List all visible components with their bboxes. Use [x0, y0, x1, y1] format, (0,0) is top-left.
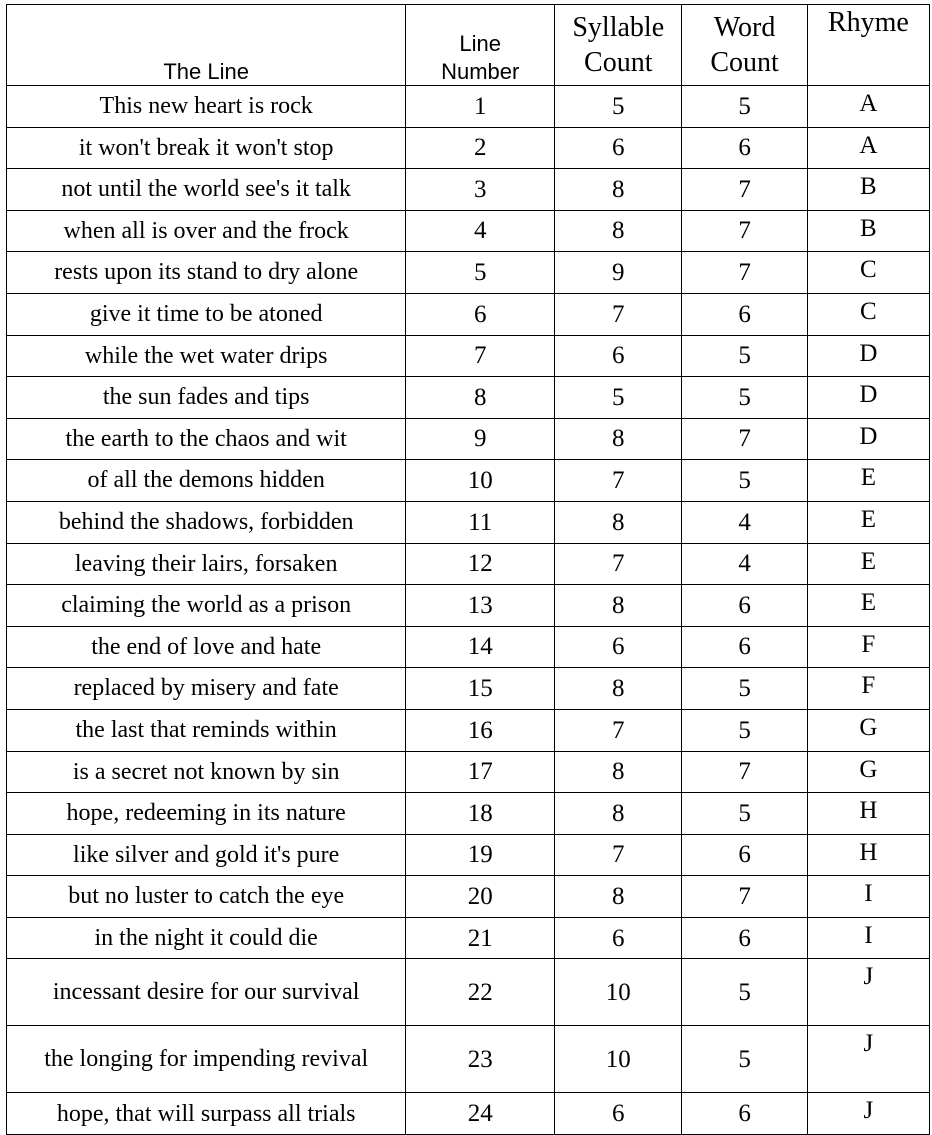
table-row [7, 460, 930, 502]
header-row [7, 5, 930, 86]
word-count-cell: 6 [682, 626, 807, 668]
word-count-cell: 7 [682, 876, 807, 918]
word-count-cell: 6 [682, 1093, 807, 1135]
header-line-number-1: Line [459, 31, 501, 56]
rhyme-cell: H [807, 834, 929, 876]
table-row [7, 501, 930, 543]
line-number-cell: 9 [406, 418, 555, 460]
header-rhyme: Rhyme [807, 5, 929, 86]
word-count-cell: 4 [682, 543, 807, 585]
table-row [7, 626, 930, 668]
rhyme-cell: E [807, 543, 929, 585]
line-text-cell: the earth to the chaos and wit [7, 418, 406, 460]
table-row [7, 793, 930, 835]
line-text-cell: give it time to be atoned [7, 293, 406, 335]
rhyme-cell: E [807, 585, 929, 627]
word-count-cell: 6 [682, 293, 807, 335]
word-count-cell: 5 [682, 86, 807, 128]
line-text-cell: the longing for impending revival [7, 1026, 406, 1093]
header-word-count-2: Count [710, 47, 779, 78]
word-count-cell: 6 [682, 585, 807, 627]
line-number-cell: 14 [406, 626, 555, 668]
word-count-cell: 7 [682, 169, 807, 211]
word-count-cell: 5 [682, 377, 807, 419]
header-word-count-1: Word [713, 12, 776, 43]
syllable-count-cell: 8 [555, 501, 682, 543]
rhyme-cell: D [807, 418, 929, 460]
rhyme-cell: A [807, 127, 929, 169]
table-row [7, 1026, 930, 1093]
line-number-cell: 20 [406, 876, 555, 918]
rhyme-cell: G [807, 751, 929, 793]
line-text-cell: hope, that will surpass all trials [7, 1093, 406, 1135]
line-number-cell: 6 [406, 293, 555, 335]
syllable-count-cell: 8 [555, 169, 682, 211]
syllable-count-cell: 6 [555, 1093, 682, 1135]
rhyme-cell: F [807, 668, 929, 710]
line-number-cell: 13 [406, 585, 555, 627]
line-number-cell: 7 [406, 335, 555, 377]
line-number-cell: 3 [406, 169, 555, 211]
rhyme-cell: I [807, 917, 929, 959]
table-row [7, 1093, 930, 1135]
table-row [7, 127, 930, 169]
table-row [7, 86, 930, 128]
line-text-cell: rests upon its stand to dry alone [7, 252, 406, 294]
table-row [7, 876, 930, 918]
rhyme-cell: J [807, 1026, 929, 1093]
syllable-count-cell: 8 [555, 418, 682, 460]
word-count-cell: 5 [682, 793, 807, 835]
line-text-cell: replaced by misery and fate [7, 668, 406, 710]
line-number-cell: 23 [406, 1026, 555, 1093]
header-line-number-2: Number [441, 58, 520, 84]
line-text-cell: incessant desire for our survival [7, 959, 406, 1026]
rhyme-cell: D [807, 335, 929, 377]
table-row [7, 335, 930, 377]
line-text-cell: This new heart is rock [7, 86, 406, 128]
rhyme-cell: J [807, 1093, 929, 1135]
syllable-count-cell: 8 [555, 210, 682, 252]
word-count-cell: 6 [682, 834, 807, 876]
syllable-count-cell: 8 [555, 751, 682, 793]
line-number-cell: 5 [406, 252, 555, 294]
table-row [7, 834, 930, 876]
word-count-cell: 7 [682, 252, 807, 294]
line-text-cell: in the night it could die [7, 917, 406, 959]
line-text-cell: the sun fades and tips [7, 377, 406, 419]
table-row [7, 293, 930, 335]
header-syllable-count-2: Count [584, 47, 653, 78]
syllable-count-cell: 8 [555, 585, 682, 627]
syllable-count-cell: 6 [555, 626, 682, 668]
line-text-cell: the last that reminds within [7, 709, 406, 751]
rhyme-cell: D [807, 377, 929, 419]
line-text-cell: is a secret not known by sin [7, 751, 406, 793]
rhyme-cell: G [807, 709, 929, 751]
rhyme-cell: F [807, 626, 929, 668]
word-count-cell: 5 [682, 1026, 807, 1093]
line-text-cell: hope, redeeming in its nature [7, 793, 406, 835]
line-number-cell: 16 [406, 709, 555, 751]
syllable-count-cell: 7 [555, 293, 682, 335]
line-text-cell: not until the world see's it talk [7, 169, 406, 211]
line-text-cell: when all is over and the frock [7, 210, 406, 252]
line-text-cell: claiming the world as a prison [7, 585, 406, 627]
line-number-cell: 10 [406, 460, 555, 502]
syllable-count-cell: 10 [555, 1026, 682, 1093]
line-text-cell: but no luster to catch the eye [7, 876, 406, 918]
table-row [7, 210, 930, 252]
line-number-cell: 18 [406, 793, 555, 835]
syllable-count-cell: 7 [555, 834, 682, 876]
syllable-count-cell: 8 [555, 793, 682, 835]
header-the-line: The Line [7, 5, 406, 86]
syllable-count-cell: 7 [555, 709, 682, 751]
line-number-cell: 17 [406, 751, 555, 793]
syllable-count-cell: 5 [555, 377, 682, 419]
rhyme-cell: B [807, 169, 929, 211]
line-number-cell: 22 [406, 959, 555, 1026]
syllable-count-cell: 7 [555, 460, 682, 502]
word-count-cell: 7 [682, 418, 807, 460]
word-count-cell: 7 [682, 751, 807, 793]
line-number-cell: 8 [406, 377, 555, 419]
syllable-count-cell: 6 [555, 127, 682, 169]
table-row [7, 585, 930, 627]
line-number-cell: 19 [406, 834, 555, 876]
header-line-number [406, 5, 555, 86]
word-count-cell: 6 [682, 917, 807, 959]
table-row [7, 377, 930, 419]
table-row [7, 709, 930, 751]
word-count-cell: 5 [682, 335, 807, 377]
poem-analysis-table [6, 4, 930, 1135]
word-count-cell: 5 [682, 460, 807, 502]
rhyme-cell: I [807, 876, 929, 918]
table-row [7, 959, 930, 1026]
syllable-count-cell: 10 [555, 959, 682, 1026]
rhyme-cell: C [807, 293, 929, 335]
word-count-cell: 7 [682, 210, 807, 252]
rhyme-cell: E [807, 501, 929, 543]
word-count-cell: 5 [682, 668, 807, 710]
word-count-cell: 4 [682, 501, 807, 543]
rhyme-cell: A [807, 86, 929, 128]
header-syllable-count [555, 5, 682, 86]
line-number-cell: 15 [406, 668, 555, 710]
syllable-count-cell: 9 [555, 252, 682, 294]
table-row [7, 917, 930, 959]
line-text-cell: like silver and gold it's pure [7, 834, 406, 876]
line-number-cell: 12 [406, 543, 555, 585]
table-row [7, 252, 930, 294]
rhyme-cell: J [807, 959, 929, 1026]
line-text-cell: while the wet water drips [7, 335, 406, 377]
syllable-count-cell: 8 [555, 668, 682, 710]
word-count-cell: 5 [682, 959, 807, 1026]
word-count-cell: 6 [682, 127, 807, 169]
rhyme-cell: H [807, 793, 929, 835]
header-syllable-count-1: Syllable [572, 12, 665, 43]
line-number-cell: 1 [406, 86, 555, 128]
line-text-cell: of all the demons hidden [7, 460, 406, 502]
syllable-count-cell: 8 [555, 876, 682, 918]
syllable-count-cell: 7 [555, 543, 682, 585]
table-row [7, 668, 930, 710]
table-row [7, 751, 930, 793]
line-text-cell: the end of love and hate [7, 626, 406, 668]
line-text-cell: leaving their lairs, forsaken [7, 543, 406, 585]
line-number-cell: 11 [406, 501, 555, 543]
line-text-cell: it won't break it won't stop [7, 127, 406, 169]
table-row [7, 418, 930, 460]
rhyme-cell: C [807, 252, 929, 294]
line-number-cell: 4 [406, 210, 555, 252]
line-number-cell: 21 [406, 917, 555, 959]
line-number-cell: 2 [406, 127, 555, 169]
syllable-count-cell: 5 [555, 86, 682, 128]
rhyme-cell: E [807, 460, 929, 502]
header-word-count [682, 5, 807, 86]
word-count-cell: 5 [682, 709, 807, 751]
line-text-cell: behind the shadows, forbidden [7, 501, 406, 543]
syllable-count-cell: 6 [555, 917, 682, 959]
table-row [7, 169, 930, 211]
line-number-cell: 24 [406, 1093, 555, 1135]
syllable-count-cell: 6 [555, 335, 682, 377]
table-row [7, 543, 930, 585]
rhyme-cell: B [807, 210, 929, 252]
